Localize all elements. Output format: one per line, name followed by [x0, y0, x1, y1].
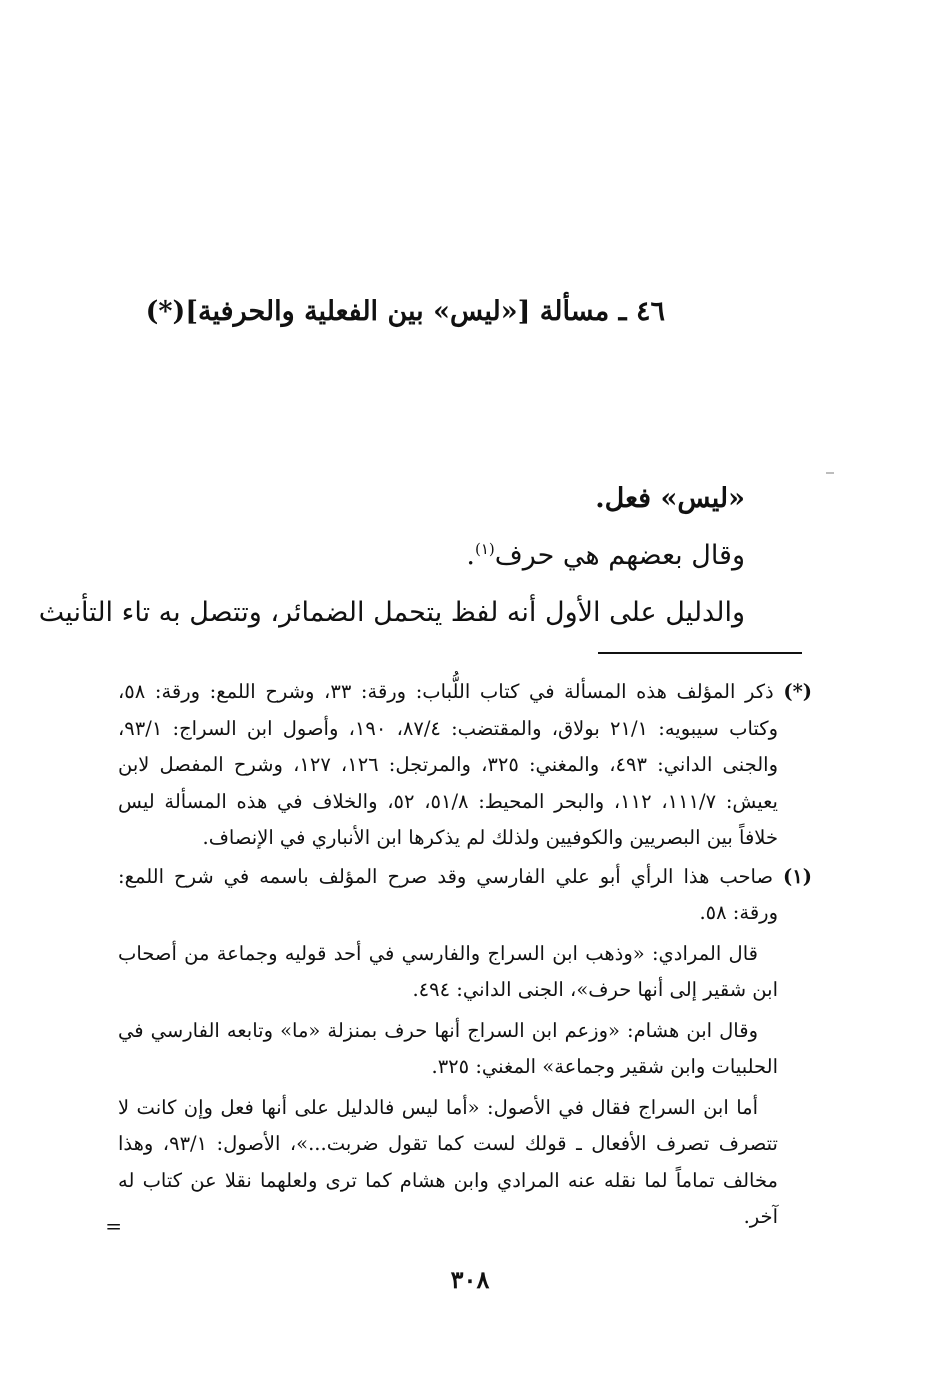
footnote-1-para-3: أما ابن السراج فقال في الأصول: «أما ليس فالدليل على أنها فعل وإن كانت لا تتصرف تصرف الأفعال ـ قولك لست كما تقول ضربت...»، الأصول: ٩٣/١، وهذا مخالف تماماً لما نقله عنه المرادي وابن هشام كما ترى ولعلهما نقلا عن كتاب له آخر.	[118, 1095, 778, 1228]
paragraph-3: والدليل على الأول أنه لفظ يتحمل الضمائر، وتتصل به تاء التأنيث	[38, 597, 745, 628]
paragraph-1: «ليس» فعل.	[595, 483, 745, 514]
footnote-1-marker: (١)	[783, 864, 812, 888]
footnote-star-marker: (*)	[783, 680, 812, 703]
footnote-star	[118, 674, 812, 857]
page-number: ٣٠٨	[450, 1265, 490, 1294]
continuation-mark: =	[105, 1214, 122, 1238]
chapter-heading: ٤٦ ـ مسألة [«ليس» بين الفعلية والحرفية](*)	[145, 296, 665, 327]
footnote-ref-1[interactable]: (١)	[474, 540, 495, 558]
footnote-star-text: ذكر المؤلف هذه المسألة في كتاب اللُّباب: ورقة: ٣٣، وشرح اللمع: ورقة: ٥٨، وكتاب سيبويه: ٢١/١ بولاق، والمقتضب: ٨٧/٤، ١٩٠، وأصول ابن السراج: ٩٣/١، والجنى الداني: ٤٩٣، والمغني: ٣٢٥، والمرتجل: ١٢٦، ١٢٧، وشرح المفصل لابن يعيش: ١١١/٧، ١١٢، والبحر المحيط: ٥١/٨، ٥٢، والخلاف في هذه المسألة ليس خلافاً بين البصريين والكوفيين ولذلك لم يذكرها ابن الأنباري في الإنصاف.	[118, 680, 779, 849]
footnote-1-para-1: قال المرادي: «وذهب ابن السراج والفارسي في أحد قوليه وجماعة من أصحاب ابن شقير إلى أنها حرف»، الجنى الداني: ٤٩٤.	[118, 941, 778, 1001]
paragraph-2-text: وقال بعضهم هي حرف	[494, 540, 745, 571]
paragraph-2-end: .	[466, 540, 475, 571]
footnotes	[118, 674, 812, 1236]
footnote-1	[118, 859, 812, 932]
footnote-separator	[598, 652, 802, 654]
footnote-1-text: صاحب هذا الرأي أبو علي الفارسي وقد صرح المؤلف باسمه في شرح اللمع: ورقة: ٥٨.	[118, 864, 778, 924]
paragraph-2	[110, 527, 745, 584]
footnote-1-para-2: وقال ابن هشام: «وزعم ابن السراج أنها حرف بمنزلة «ما» وتابعه الفارسي في الحلبيات وابن شقير وجماعة» المغني: ٣٢٥.	[118, 1018, 778, 1078]
scan-dot	[826, 472, 834, 474]
main-text	[38, 470, 745, 641]
